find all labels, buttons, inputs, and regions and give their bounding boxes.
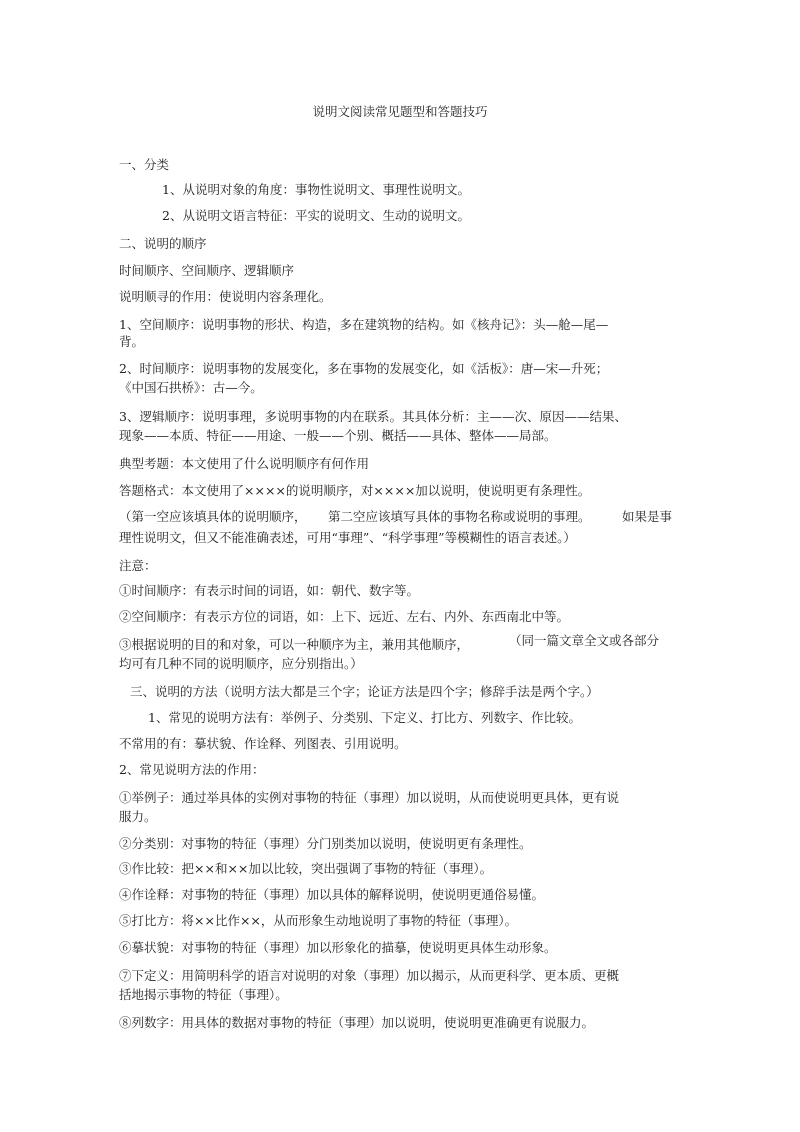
method-example-line-2: 服力。 <box>119 809 157 824</box>
spatial-order-line-2: 背。 <box>119 334 145 349</box>
attention-item-2: ②空间顺序：有表示方位的词语，如：上下、远近、左右、内外、东西南北中等。 <box>119 609 570 624</box>
logic-order-line-1: 3、逻辑顺序：说明事理，多说明事物的内在联系。其具体分析：主——次、原因——结果、 <box>119 409 627 424</box>
time-order-line-2: 《中国石拱桥》：古—今。 <box>119 380 263 395</box>
method-example-line-1: ①举例子：通过举具体的实例对事物的特征（事理）加以说明，从而使说明更具体，更有说 <box>119 790 620 805</box>
attention-item-1: ①时间顺序：有表示时间的词语，如：朝代、数字等。 <box>119 583 420 598</box>
note-line-2: 理性说明文，但又不能准确表述，可用“事理”、“科学事理”等模糊性的语言表述。） <box>119 530 576 545</box>
method-definition-line-1: ⑦下定义：用简明科学的语言对说明的对象（事理）加以揭示，从而更科学、更本质、更概 <box>119 968 620 983</box>
uncommon-methods: 不常用的有：摹状貌、作诠释、列图表、引用说明。 <box>119 736 407 751</box>
document-title: 说明文阅读常见题型和答题技巧 <box>312 104 488 119</box>
section-heading-order: 二、说明的顺序 <box>119 236 207 251</box>
note-part-1: （第一空应该填具体的说明顺序， <box>119 509 307 524</box>
note-part-2: 第二空应该填写具体的事物名称或说明的事理。 <box>328 509 591 524</box>
attention-item-3: ③根据说明的目的和对象，可以一种顺序为主，兼用其他顺序， <box>119 637 470 652</box>
method-description: ⑥摹状貌：对事物的特征（事理）加以形象化的描摹，使说明更具体生动形象。 <box>119 940 557 955</box>
classification-item-2: 2、从说明文语言特征：平实的说明文、生动的说明文。 <box>162 208 470 223</box>
method-numbers: ⑧列数字：用具体的数据对事物的特征（事理）加以说明，使说明更准确更有说服力。 <box>119 1015 595 1030</box>
answer-format: 答题格式：本文使用了××××的说明顺序，对××××加以说明，使说明更有条理性。 <box>119 483 591 498</box>
logic-order-line-2: 现象——本质、特征——用途、一般——个别、概括——具体、整体——局部。 <box>119 428 557 443</box>
method-classification: ②分类别：对事物的特征（事理）分门别类加以说明，使说明更有条理性。 <box>119 836 532 851</box>
typical-question: 典型考题：本文使用了什么说明顺序有何作用 <box>119 456 370 471</box>
method-comparison: ③作比较：把××和××加以比较，突出强调了事物的特征（事理）。 <box>119 861 493 876</box>
section-heading-classification: 一、分类 <box>119 157 170 172</box>
order-function: 说明顺寻的作用：使说明内容条理化。 <box>119 289 332 304</box>
time-order-line-1: 2、时间顺序：说明事物的发展变化，多在事物的发展变化，如《活板》：唐—宋—升死； <box>119 361 609 376</box>
common-methods: 1、常见的说明方法有：举例子、分类别、下定义、打比方、列数字、作比较。 <box>148 710 581 725</box>
order-types: 时间顺序、空间顺序、逻辑顺序 <box>119 263 295 278</box>
method-explanation: ④作诠释：对事物的特征（事理）加以具体的解释说明，使说明更通俗易懂。 <box>119 887 545 902</box>
method-definition-line-2: 括地揭示事物的特征（事理）。 <box>119 987 288 1002</box>
attention-item-3-continued: 均可有几种不同的说明顺序，应分别指出。） <box>119 656 363 671</box>
method-analogy: ⑤打比方：将××比作××，从而形象生动地说明了事物的特征（事理）。 <box>119 913 518 928</box>
spatial-order-line-1: 1、空间顺序：说明事物的形状、构造，多在建筑物的结构。如《核舟记》：头—舱—尾— <box>119 317 609 332</box>
attention-heading: 注意： <box>119 558 157 573</box>
attention-item-3-aside: （同一篇文章全文或各部分 <box>509 633 660 648</box>
classification-item-1: 1、从说明对象的角度：事物性说明文、事理性说明文。 <box>162 182 470 197</box>
methods-function-heading: 2、常见说明方法的作用： <box>119 762 265 777</box>
note-part-3: 如果是事 <box>622 509 673 524</box>
section-heading-methods: 三、说明的方法（说明方法大都是三个字；论证方法是四个字；修辞手法是两个字。） <box>130 684 599 699</box>
